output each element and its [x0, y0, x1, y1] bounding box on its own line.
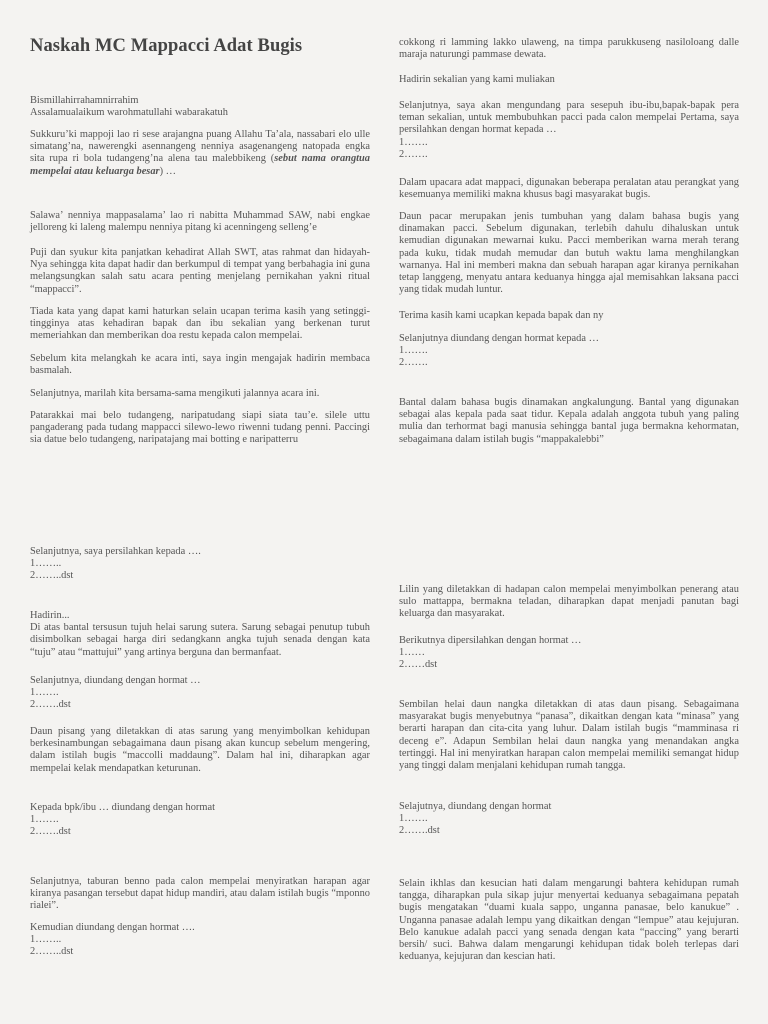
- list-item: 2……..dst: [30, 946, 74, 958]
- text-run: Di atas bantal tersusun tujuh helai sarung sutera. Sarung sebagai penutup tubuh disimbolkan sebagai harga diri sedangkann angka tujuh senada dengan kata “tuju” atau “mattujui” yang artinya berguna dan bermanfaat.: [30, 622, 370, 658]
- list-item: 1…….: [399, 345, 428, 357]
- paragraph: Patarakkai mai belo tudangeng, naripatudang siapi siata tau’e. silele uttu pangaderang pada tudang mappacci silewo-lewo riwenni tudang penni. Paccingi sia datue belo tudangeng, naripatajang mai botting e naripatterru: [30, 410, 370, 446]
- list-item: 1…….: [30, 687, 59, 699]
- invitation-list: [399, 333, 739, 370]
- paragraph: cokkong ri lamming lakko ulaweng, na timpa parukkuseng nasiloloang dalle maraja naturungi pammase dewata.: [399, 37, 739, 61]
- invitation-list: [399, 801, 739, 838]
- paragraph: [30, 610, 370, 659]
- text-line: Kepada bpk/ibu … diundang dengan hormat: [30, 802, 215, 813]
- list-item: 2……dst: [399, 659, 438, 671]
- document-title: Naskah MC Mappacci Adat Bugis: [30, 36, 303, 56]
- text-line: Selanjutnya diundang dengan hormat kepada …: [399, 333, 599, 344]
- opening-greeting: [30, 95, 370, 119]
- list-item: 2…….dst: [399, 825, 440, 837]
- paragraph: [399, 100, 739, 161]
- list-item: 1…….: [399, 813, 428, 825]
- paragraph: [30, 129, 370, 178]
- text-line: Berikutnya dipersilahkan dengan hormat …: [399, 635, 582, 646]
- text-line: Kemudian diundang dengan hormat ….: [30, 922, 195, 933]
- list-item: 2…….: [399, 357, 428, 369]
- text-run: Selanjutnya, saya akan mengundang para sesepuh ibu-ibu,bapak-bapak pera teman sekalian, untuk membubuhkan pacci pada calon mempelai Pertama, saya persilahkan dengan hormat kepada …: [399, 100, 739, 136]
- paragraph: Selanjutnya, taburan benno pada calon mempelai menyiratkan harapan agar kiranya pasangan tersebut dapat hidup mandiri, atau dalam istilah bugis “mponno rialei”.: [30, 876, 370, 912]
- paragraph: Hadirin sekalian yang kami muliakan: [399, 74, 555, 85]
- paragraph: Salawa’ nenniya mappasalama’ lao ri nabitta Muhammad SAW, nabi engkae jelloreng ki laleng malempu nenniya pitang ki acenningeng selleng’e: [30, 210, 370, 234]
- text-line: Selajutnya, diundang dengan hormat: [399, 801, 552, 812]
- list-item: 2…….dst: [30, 826, 71, 838]
- invitation-list: [30, 675, 370, 712]
- list-item: 1…….: [30, 814, 59, 826]
- paragraph: Lilin yang diletakkan di hadapan calon mempelai menyimbolkan penerang atau sulo mattappa, bermakna teladan, diharapkan dapat menjadi panutan bagi keluarga dan masyarakat.: [399, 584, 739, 620]
- paragraph: Bantal dalam bahasa bugis dinamakan angkalungung. Bantal yang digunakan sebagai alas kepala pada saat tidur. Kepala adalah anggota tubuh yang paling mulia dan terhormat bagi manusia sehingga bantal juga bermakna kehormatan, sebagaimana dalam istilah bugis “mappakalebbi”: [399, 397, 739, 445]
- list-item: 2…….dst: [30, 699, 71, 711]
- paragraph: Selanjutnya, marilah kita bersama-sama mengikuti jalannya acara ini.: [30, 388, 320, 399]
- paragraph: Puji dan syukur kita panjatkan kehadirat Allah SWT, atas rahmat dan hidayah-Nya sehingga kita dapat hadir dan berkumpul di tempat yang berbahagia ini guna melangsungkan salah satu acara penting menjelang pernikahan yakni ritual “mappacci”.: [30, 247, 370, 295]
- paragraph: Sembilan helai daun nangka diletakkan di atas daun pisang. Sebagaimana masyarakat bugis menyebutnya “panasa”, dikaitkan dengan kata “minasa” yang berarti harapan dan cita-cita yang luhur. Dalam istilah bugis “mamminasa ri deceng e”. Adapun Sembilan helai daun nangka yang menandakan angka tertinggi. Hal ini menyiratkan harapan calon mempelai memiliki semangat hidup yang tinggi dalam menjalani kehidupan rumah tangga.: [399, 699, 739, 772]
- text-line: Selanjutnya, saya persilahkan kepada ….: [30, 546, 201, 557]
- paragraph: Dalam upacara adat mappaci, digunakan beberapa peralatan atau perangkat yang kesemuanya memiliki makna khusus bagi masyarakat bugis.: [399, 177, 739, 201]
- paragraph: Tiada kata yang dapat kami haturkan selain ucapan terima kasih yang setinggi-tingginya atas kehadiran bapak dan ibu sekalian yang berkenan turut memeriahkan dan memberikan doa restu kepada calon mempelai.: [30, 306, 370, 342]
- text-line: Hadirin...: [30, 610, 70, 621]
- invitation-list: [30, 922, 370, 959]
- list-item: 1…….: [399, 136, 428, 148]
- text-line: Selanjutnya, diundang dengan hormat …: [30, 675, 201, 686]
- list-item: 1……: [399, 647, 425, 659]
- list-item: 1……..: [30, 558, 62, 570]
- list-item: 2……..dst: [30, 570, 74, 582]
- paragraph: Terima kasih kami ucapkan kepada bapak dan ny: [399, 310, 604, 321]
- invitation-list: [30, 802, 370, 839]
- invitation-list: [30, 546, 370, 583]
- list-item: 2…….: [399, 148, 428, 160]
- paragraph: Sebelum kita melangkah ke acara inti, saya ingin mengajak hadirin membaca basmalah.: [30, 353, 370, 377]
- invitation-list: [399, 635, 739, 672]
- emphasis-text: sebut nama orangtua mempelai atau keluarga besar: [30, 153, 370, 177]
- text-line: Assalamualaikum warohmatullahi wabarakatuh: [30, 107, 228, 119]
- paragraph: Daun pisang yang diletakkan di atas sarung yang menyimbolkan kehidupan berkesinambungan sebagaimana daun pisang akan kuncup sebelum mengering, dalam istilah bugis “maccolli maddaung”. Dalam hal ini, diharapkan agar mempelai kelak mendapatkan keturunan.: [30, 726, 370, 774]
- paragraph: Selain ikhlas dan kesucian hati dalam mengarungi bahtera kehidupan rumah tangga, diharapkan pula sikap jujur menyertai keduanya sebagaimana pepatah bugis mengatakan “duami kuala sappo, unganna panasae, belo kanukue” . Unganna panasae adalah lempu yang dikaitkan dengan “lempue” atau kejujuran. Belo kanukue adalah pacci yang senada dengan kata “paccing” yang berarti bersih/ suci. Bahwa dalam mengarungi kehidupan tidak boleh terlepas dari keduanya, kejujuran dan kescian hati.: [399, 878, 739, 963]
- paragraph: Daun pacar merupakan jenis tumbuhan yang dalam bahasa bugis yang dinamakan pacci. Sebelum digunakan, terlebih dahulu dihaluskan untuk kemudian digunakan mewarnai kuku. Pacci memberikan warna merah terang pada kuku, tidak mudah memudar dan butuh waktu lama menghilangkan warnanya. Hal ini memberi makna dan sebuah harapan agar kiranya pernikahan tetap langgeng, menyatu antara keduanya hingga ajal memisahkan laksana pacci yang tidak mudah luntur.: [399, 211, 739, 296]
- text-line: Bismillahirrahamnirrahim: [30, 95, 139, 106]
- text-run: Sukkuru’ki mappoji lao ri sese arajangna puang Allahu Ta’ala, nassabari elo ulle simatang’na, nawerengki asennangeng nenniya asagenangeng natopada engka sita rupa ri bola tudangeng’na alena tau malebbikeng (: [30, 129, 370, 165]
- list-item: 1……..: [30, 934, 62, 946]
- text-run: ) …: [159, 165, 177, 177]
